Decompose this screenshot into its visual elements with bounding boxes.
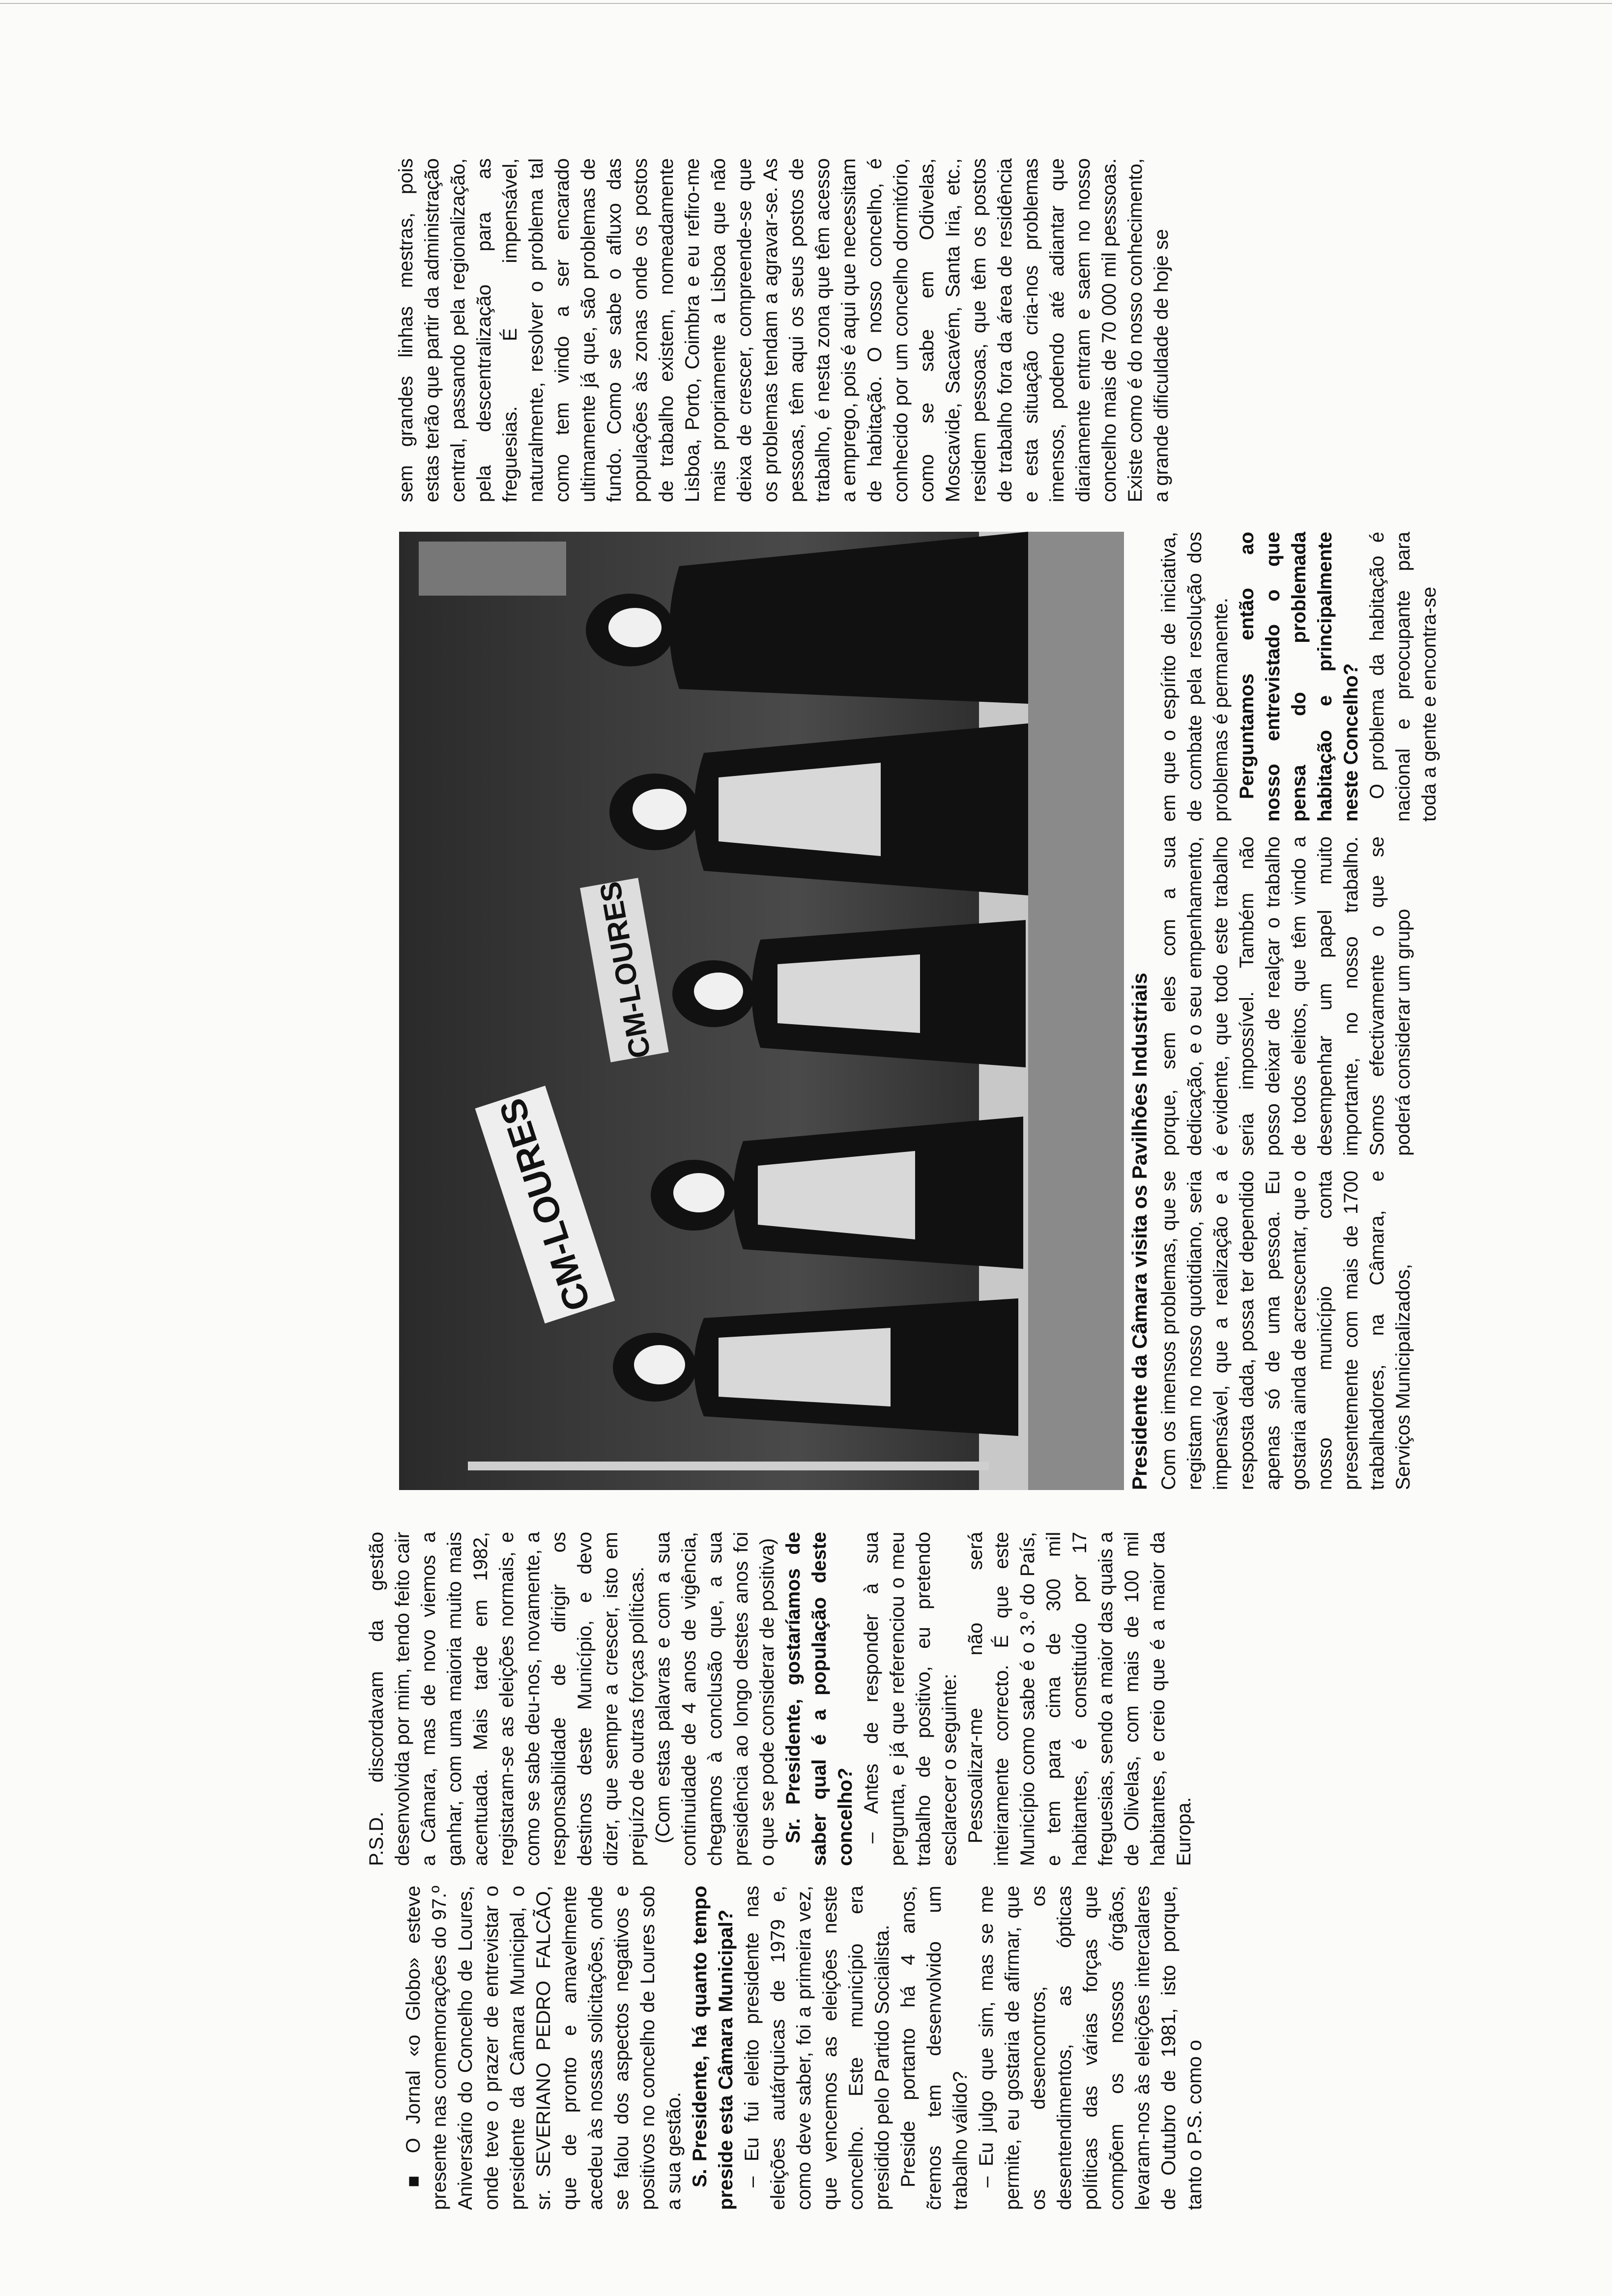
article-paragraph: ■ O Jornal «o Globo» esteve presente nas comemorações do 97.º Aniversário do Concelho de Loures, onde teve o prazer de entrevistar o presidente da Câmara Municipal, o sr. SEVERIANO PEDRO FALCÃO, que de pronto e amavelmente acedeu às nossas solicitações, onde se falou dos aspectos negativos e positivos no concelho de Loures sob a sua gestão. — [403, 1886, 685, 2210]
photo-illustration — [399, 532, 1124, 1490]
photo-caption: Presidente da Câmara visita os Pavilhões Industriais — [1128, 973, 1151, 1490]
banner-text: CM-LOURES — [491, 1093, 599, 1316]
article-paragraph: sem grandes linhas mestras, pois estas terão que partir da administração central, passando pela regionalização, pela descentralização para as freguesias. É impensável, naturalmente, resolver o problema tal como tem vindo a ser encarado ultimamente já que, são problemas de fundo. Como se sabe o afluxo das populações às zonas onde os postos de trabalho existem, nomeadamente Lisboa, Porto, Coimbra e eu refiro-me mais propriamente a Lisboa que não deixa de crescer, compreende-se que os problemas tendam a agravar-se. As pessoas, têm aqui os seus postos de trabalho, é nesta zona que têm acesso a emprego, pois é aqui que necessitam de habitação. O nosso concelho, é conhecido por um concelho dormitório, como se sabe em Odivelas, Moscavide, Sacavém, Santa Iria, etc., residem pessoas, que têm os postos de trabalho fora da área de residência e esta situação cria-nos problemas imensos, podendo até adiantar que diariamente entram e saem no nosso concelho mais de 70 000 mil pesssoas. Existe como é do nosso conhecimento, a grande dificuldade de hoje se — [395, 158, 1172, 502]
article-column-6 — [393, 158, 1474, 502]
article-paragraph: – Eu julgo que sim, mas se me permite, eu gostaria de afirmar, que os desencontros, os desentendimentos, as ópticas políticas das várias forças que compõem os nossos órgãos, levaram-nos às eleições intercalares de Outubro de 1981, isto porque, tanto o P.S. como o — [976, 1886, 1206, 2210]
article-paragraph: – Antes de responder à sua pergunta, e já que referenciou o meu trabalho de positivo, eu pretendo esclarecer o seguinte: — [861, 1532, 960, 1866]
article-paragraph: Pessoalizar-me não será inteiramente correcto. É que este Município como sabe é o 3.º do País, e tem para cima de 300 mil habitantes, é constituído por 17 freguesias, sendo a maior das quais a de Olivelas, com mais de 100 mil habitantes, e creio que é a maior da Europa. — [965, 1532, 1195, 1866]
article-paragraph: – Eu fui eleito presidente nas eleições autárquicas de 1979 e, como deve saber, foi a primeira vez, que vencemos as eleições neste concelho. Este município era presidido pelo Partido Socialista. — [741, 1886, 893, 2210]
banner-text: CM-LOURES — [593, 879, 657, 1061]
interview-question: Sr. Presidente, gostaríamos de saber qual é a população deste concelho? — [782, 1532, 856, 1866]
article-paragraph: em que o espírito de iniciativa, de combate pela resolução dos problemas é permanente. — [1158, 532, 1232, 822]
interview-question: Preside portanto há 4 anos, c̃remos tem desenvolvido um trabalho válido? — [897, 1886, 971, 2210]
article-column-4 — [1156, 836, 1451, 1156]
article-column-2 — [364, 1532, 1199, 1866]
interview-question: Perguntamos então ao nosso entrevistado o que pensa do problemada habitação e principalmente neste Concelho? — [1236, 532, 1362, 822]
photo-floor — [1028, 532, 1124, 1490]
interview-question: S. Presidente, há quanto tempo preside esta Câmara Municipal? — [689, 1886, 737, 2210]
article-paragraph: porque, sem eles com a sua dedicação, e o seu empenhamento, é evidente, que todo este trabalho seria impossível. Também não posso deixar de realçar o trabalho de todos eleitos, que têm vindo a desempenhar um papel muito importante, no nosso trabalho. Somos efectivamente o que se poderá considerar um grupo — [1158, 836, 1414, 1156]
article-paragraph: P.S.D. discordavam da gestão desenvolvida por mim, tendo feito cair a Câmara, mas de novo viemos a ganhar, com uma maioria muito mais acentuada. Mais tarde em 1982, registaram-se as eleições normais, e como se sabe deu-nos, novamente, a responsabilidade de dirigir os destinos deste Município, e devo dizer, que sempre a crescer, isto em prejuízo de outras forças políticas. — [366, 1532, 648, 1866]
article-paragraph: (Com estas palavras e com a sua continuidade de 4 anos de vigência, chegamos à conclusão que, a sua presidência ao longo destes anos foi o que se pode considerar de positiva) — [652, 1532, 778, 1866]
article-column-1 — [401, 1886, 1236, 2210]
photo-pole — [468, 1462, 989, 1470]
article-paragraph: Com os imensos problemas, que se registam no nosso quotidiano, seria impensável, que a realização e a resposta dada, possa ter dependido apenas só de uma pessoa. Eu gostaria ainda de acrescentar, que o nosso município conta presentemente com mais de 1700 trabalhadores, na Câmara, e Serviços Municipalizados, — [1158, 1171, 1414, 1490]
photo-sign — [419, 542, 566, 596]
article-column-3 — [1156, 1171, 1451, 1490]
article-paragraph: O problema da habitação é nacional e preocupante para toda a gente e encontra-se — [1366, 532, 1440, 822]
news-photo — [399, 532, 1124, 1490]
article-column-5 — [1156, 532, 1451, 822]
photo-frame — [399, 532, 1124, 1490]
